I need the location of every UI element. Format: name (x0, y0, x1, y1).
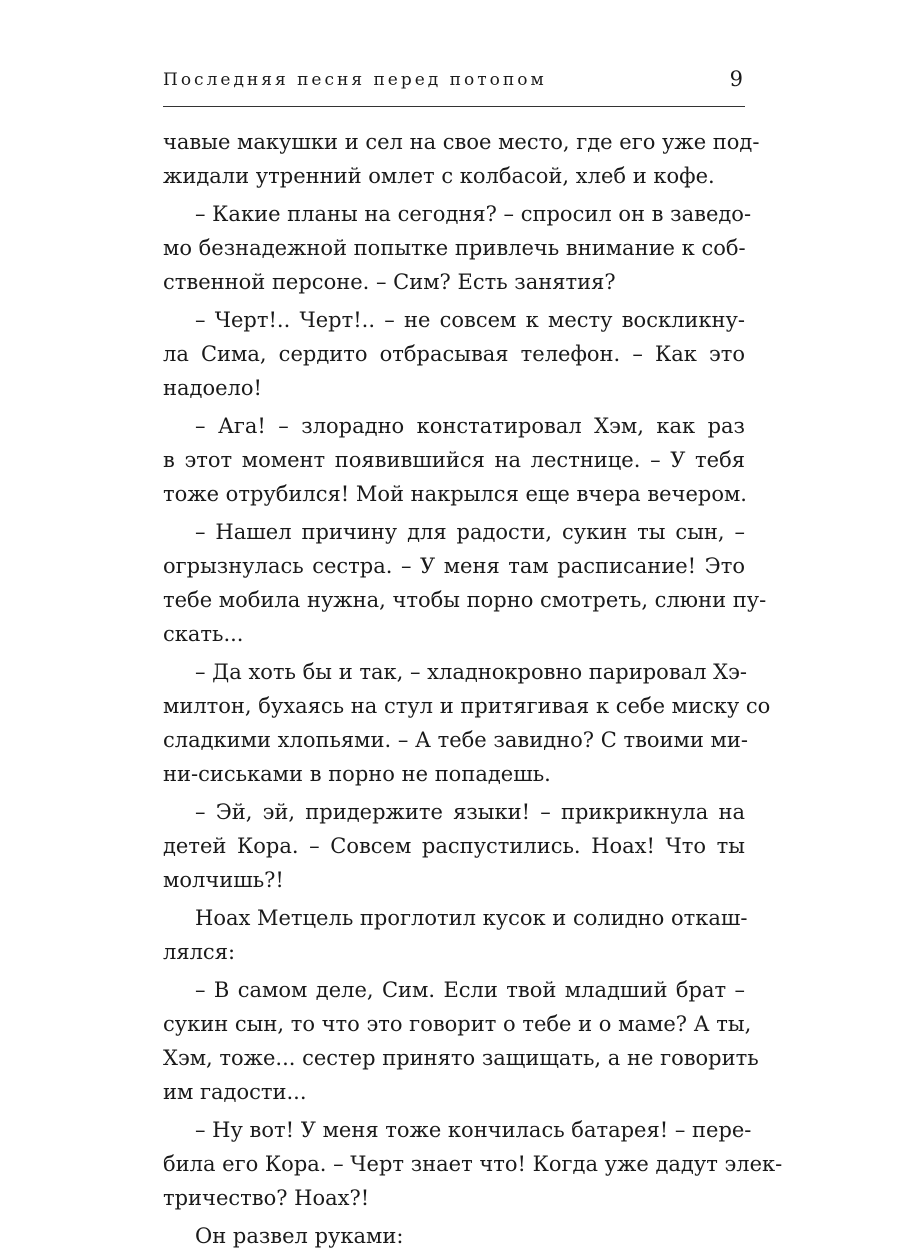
text-line: сладкими хлопьями. – А тебе завидно? С твоими ми- (163, 728, 748, 752)
text-line: Он развел руками: (195, 1224, 404, 1248)
text-body (163, 125, 783, 1253)
text-line: молчишь?! (163, 868, 284, 892)
text-line: – Нашел причину для радости, сукин ты сын, – (195, 520, 745, 544)
text-line: огрызнулась сестра. – У меня там расписание! Это (163, 554, 745, 578)
page-number: 9 (729, 67, 743, 91)
text-line: скать... (163, 622, 244, 646)
text-line: – Ну вот! У меня тоже кончилась батарея! – пере- (195, 1118, 752, 1142)
text-line: лялся: (163, 940, 236, 964)
running-title: Последняя песня перед потопом (163, 70, 547, 90)
text-line: милтон, бухаясь на стул и притягивая к себе миску со (163, 694, 771, 718)
text-line: Хэм, тоже... сестер принято защищать, а не говорить (163, 1046, 759, 1070)
text-line: – Ага! – злорадно констатировал Хэм, как раз (195, 414, 745, 438)
text-line: надоело! (163, 376, 262, 400)
header-rule (163, 106, 745, 107)
text-line: детей Кора. – Совсем распустились. Ноах! Что ты (163, 834, 745, 858)
text-line: мо безнадежной попытке привлечь внимание к соб- (163, 236, 746, 260)
text-line: Ноах Метцель проглотил кусок и солидно откаш- (195, 906, 748, 930)
text-line: тричество? Ноах?! (163, 1186, 370, 1210)
text-line: им гадости... (163, 1080, 307, 1104)
text-line: – Да хоть бы и так, – хладнокровно парировал Хэ- (195, 660, 747, 684)
text-line: – Какие планы на сегодня? – спросил он в заведо- (195, 202, 752, 226)
text-line: била его Кора. – Черт знает что! Когда уже дадут элек- (163, 1152, 783, 1176)
text-line: тоже отрубился! Мой накрылся еще вчера вечером. (163, 482, 747, 506)
text-line: – Черт!.. Черт!.. – не совсем к месту воскликну- (195, 308, 745, 332)
text-line: сукин сын, то что это говорит о тебе и о маме? А ты, (163, 1012, 752, 1036)
text-line: – Эй, эй, придержите языки! – прикрикнула на (195, 800, 745, 824)
text-line: ла Сима, сердито отбрасывая телефон. – Как это (163, 342, 745, 366)
text-line: – В самом деле, Сим. Если твой младший брат – (195, 978, 745, 1002)
running-head (163, 67, 743, 100)
text-line: чавые макушки и сел на свое место, где его уже под- (163, 130, 760, 154)
text-line: жидали утренний омлет с колбасой, хлеб и кофе. (163, 164, 715, 188)
text-line: ственной персоне. – Сим? Есть занятия? (163, 270, 616, 294)
text-line: ни-сиськами в порно не попадешь. (163, 762, 551, 786)
text-line: в этот момент появившийся на лестнице. – У тебя (163, 448, 745, 472)
text-line: тебе мобила нужна, чтобы порно смотреть, слюни пу- (163, 588, 767, 612)
